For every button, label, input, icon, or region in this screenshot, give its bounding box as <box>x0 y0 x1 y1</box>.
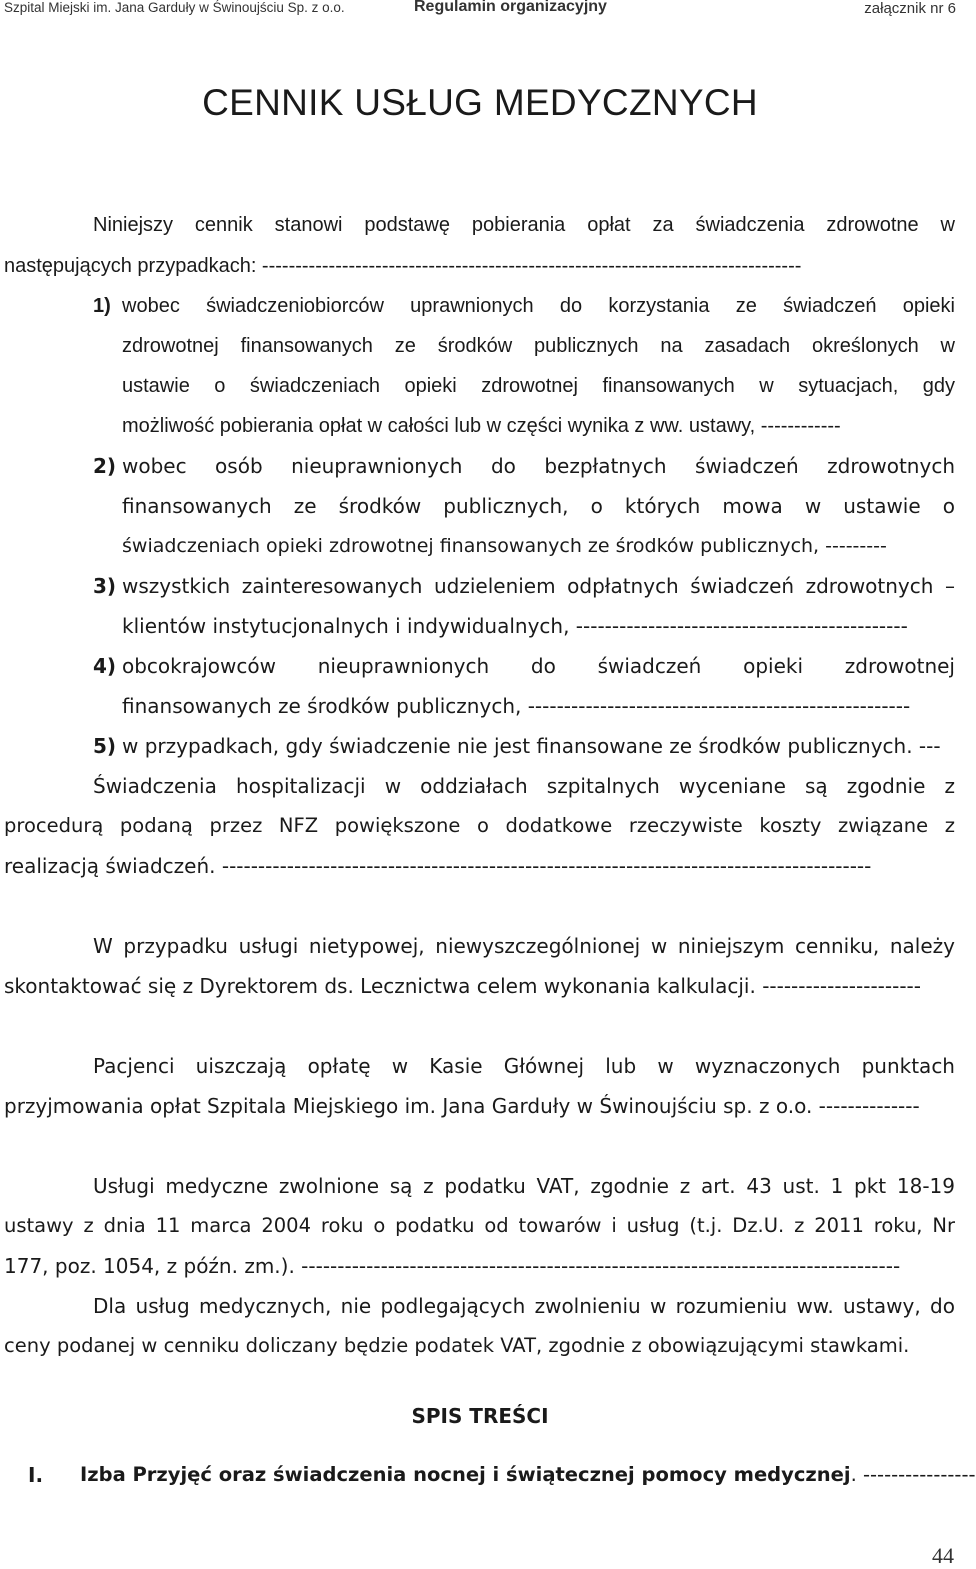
page-number: 44 <box>932 1543 954 1568</box>
vat-line-2: ustawy z dnia 11 marca 2004 roku o podatku od towarów i usług (t.j. Dz.U. z 2011 roku, Nr <box>4 1214 955 1237</box>
header-center: Regulamin organizacyjny <box>414 0 607 15</box>
page-header <box>4 0 956 20</box>
list-item-3-line-1: wszystkich zainteresowanych udzieleniem odpłatnych świadczeń zdrowotnych – <box>122 574 955 598</box>
intro-line-2: następujących przypadkach: --------------------------------------------------------------------------------- <box>4 255 802 277</box>
hospitalization-line-2: procedurą podaną przez NFZ powiększone o dodatkowe rzeczywiste koszty związane z <box>4 814 955 837</box>
hospitalization-line-1: Świadczenia hospitalizacji w oddziałach szpitalnych wyceniane są zgodnie z <box>93 774 955 798</box>
list-item-4-number: 4) <box>93 654 117 678</box>
list-item-2-line-1: wobec osób nieuprawnionych do bezpłatnych świadczeń zdrowotnych <box>122 454 955 478</box>
toc-entry[interactable] <box>80 1461 976 1489</box>
list-item-5-number: 5) <box>93 734 117 758</box>
list-item-3-number: 3) <box>93 574 117 598</box>
vat2-line-2: ceny podanej w cenniku doliczany będzie podatek VAT, zgodnie z obowiązującymi stawkami. <box>4 1334 910 1357</box>
list-item-2-line-2: finansowanych ze środków publicznych, o których mowa w ustawie o <box>122 494 955 518</box>
vat-line-3: 177, poz. 1054, z późn. zm.). ----------------------------------------------------------------------------------- <box>4 1254 901 1278</box>
page-title: CENNIK USŁUG MEDYCZNYCH <box>202 82 758 123</box>
list-item-2-number: 2) <box>93 454 117 478</box>
hospitalization-line-3: realizacją świadczeń. ------------------------------------------------------------------------------------------ <box>4 854 872 878</box>
list-item-5-line-1: w przypadkach, gdy świadczenie nie jest finansowane ze środków publicznych. --- <box>122 734 941 758</box>
payment-line-2: przyjmowania opłat Szpitala Miejskiego im. Jana Garduły w Świnoujściu sp. z o.o. -------------- <box>4 1094 920 1118</box>
toc-entry-leader: . ---------------- <box>850 1463 976 1486</box>
list-item-1-number: 1) <box>93 295 111 317</box>
header-right: załącznik nr 6 <box>864 0 956 17</box>
payment-line-1: Pacjenci uiszczają opłatę w Kasie Głównej lub w wyznaczonych punktach <box>93 1054 955 1078</box>
atypical-line-1: W przypadku usługi nietypowej, niewyszczególnionej w niniejszym cenniku, należy <box>93 934 955 958</box>
list-item-1-line-4: możliwość pobierania opłat w całości lub w części wynika z ww. ustawy, ------------ <box>122 415 841 437</box>
toc-heading: SPIS TREŚCI <box>411 1404 549 1428</box>
vat-line-1: Usługi medyczne zwolnione są z podatku VAT, zgodnie z art. 43 ust. 1 pkt 18-19 <box>93 1174 955 1198</box>
list-item-2-line-3: świadczeniach opieki zdrowotnej finansowanych ze środków publicznych, --------- <box>122 535 887 557</box>
toc-entry-title: Izba Przyjęć oraz świadczenia nocnej i świątecznej pomocy medycznej <box>80 1463 851 1486</box>
header-left: Szpital Miejski im. Jana Garduły w Świnoujściu Sp. z o.o. <box>4 0 345 15</box>
list-item-1-line-2: zdrowotnej finansowanych ze środków publicznych na zasadach określonych w <box>122 335 955 357</box>
intro-line-1: Niniejszy cennik stanowi podstawę pobierania opłat za świadczenia zdrowotne w <box>93 214 955 236</box>
list-item-1-line-1: wobec świadczeniobiorców uprawnionych do korzystania ze świadczeń opieki <box>122 295 955 317</box>
list-item-4-line-2: finansowanych ze środków publicznych, ----------------------------------------------------- <box>122 694 911 718</box>
list-item-3-line-2: klientów instytucjonalnych i indywidualnych, ---------------------------------------------- <box>122 614 908 638</box>
toc-entry-numeral: I. <box>28 1463 44 1487</box>
vat2-line-1: Dla usług medycznych, nie podlegających zwolnieniu w rozumieniu ww. ustawy, do <box>93 1294 955 1318</box>
atypical-line-2: skontaktować się z Dyrektorem ds. Lecznictwa celem wykonania kalkulacji. ---------------------- <box>4 974 921 998</box>
list-item-1-line-3: ustawie o świadczeniach opieki zdrowotnej finansowanych w sytuacjach, gdy <box>122 375 955 397</box>
list-item-4-line-1: obcokrajowców nieuprawnionych do świadczeń opieki zdrowotnej <box>122 654 955 678</box>
